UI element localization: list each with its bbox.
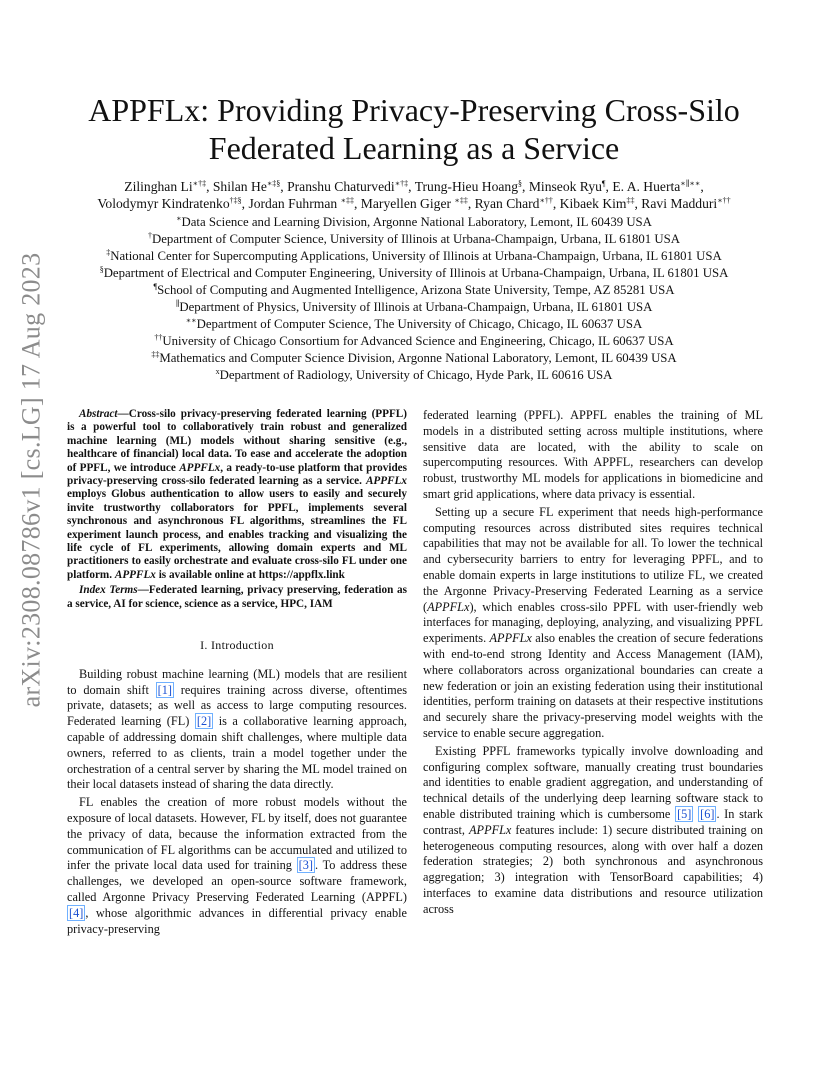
author-affil-mark: ∗†‡ — [192, 179, 207, 188]
author-affil-mark: ¶ — [601, 179, 606, 188]
right-column — [423, 408, 763, 918]
body-text: features include: 1) secure distributed training on heterogeneous computing resources, along with over half a dozen federation strategies; 2) both synchronous and asynchronous aggregation; 3) integration with TensorBoard capabilities; 4) interfaces to examine data distributions and resource utilization across — [423, 822, 763, 916]
author-separator: , — [700, 179, 704, 194]
author-name: , Ryan Chard — [467, 196, 540, 211]
abstract-text: is available online at https://appflx.link — [155, 568, 345, 581]
author-name: , Shilan He — [206, 179, 267, 194]
citation-link[interactable]: [4] — [69, 905, 84, 920]
affiliation-list — [50, 214, 778, 384]
affiliation-line — [50, 333, 778, 350]
citation-link[interactable]: [3] — [298, 858, 314, 873]
affiliation-line — [50, 231, 778, 248]
affiliation-line — [50, 265, 778, 282]
index-terms — [67, 584, 407, 611]
body-text: Existing PPFL frameworks typically involve downloading and configuring complex software, manually creating trust boundaries and identities to enable gradient aggregation, and understanding of technical details of the underlying deep learning software stack to enable distributed training which is cumbersome — [423, 743, 763, 821]
index-terms-text: —Federated learning, privacy preserving, federation as a service, AI for science, science as a service, HPC, IAM — [67, 584, 407, 610]
body-paragraph — [423, 505, 763, 742]
body-text: requires training across diverse, oftentimes private, datasets; as well as access to large computing resources. Federated learning (FL) — [67, 682, 407, 729]
author-name: , Pranshu Chaturvedi — [280, 179, 395, 194]
affiliation-text: Department of Radiology, University of Chicago, Hyde Park, IL 60616 USA — [219, 368, 613, 382]
affiliation-mark: ∗ — [176, 214, 182, 223]
arxiv-watermark — [16, 252, 46, 708]
author-affil-mark: ∗‡‡ — [454, 196, 468, 205]
author-name: , Trung-Hieu Hoang — [408, 179, 519, 194]
author-name: , Maryellen Giger — [354, 196, 455, 211]
body-text: FL enables the creation of more robust models without the exposure of local datasets. However, FL by itself, does not guarantee the privacy of data, because the information extracted from the communication of FL algorithms can be accumulated and utilized to infer the private local data used for training — [67, 795, 407, 873]
affiliation-text: Department of Electrical and Computer Engineering, University of Illinois at Urbana-Champaign, Urbana, IL 61801 USA — [103, 266, 729, 280]
product-name: APPFLx — [427, 599, 470, 614]
affiliation-mark: x — [215, 367, 220, 376]
affiliation-line — [50, 299, 778, 316]
affiliation-mark: † — [148, 231, 152, 240]
affiliation-line — [50, 350, 778, 367]
author-list — [50, 178, 778, 212]
affiliation-line — [50, 248, 778, 265]
author-name: Zilinghan Li — [124, 179, 193, 194]
section-heading: I. Introduction — [200, 638, 274, 653]
affiliation-mark: †† — [154, 333, 163, 342]
left-column — [67, 408, 407, 937]
body-paragraph — [67, 795, 407, 937]
affiliation-text: Department of Computer Science, University of Illinois at Urbana-Champaign, Urbana, IL 61801 USA — [152, 232, 680, 246]
body-paragraph: federated learning (PPFL). APPFL enables the training of ML models in a distributed setting across multiple institutions, where sensitive data are located, with the ability to scale on supercomputing resources. With APPFL, researchers can develop robust, trustworthy ML models for applications in biomedicine and smart grid applications, where data privacy is essential. — [423, 408, 763, 501]
abstract-text: —Cross-silo privacy-preserving federated learning (PPFL) is a powerful tool to collaboratively train robust and generalized machine learning (ML) models without sharing sensitive (e.g., healthcare of financial) local data. To ease and accelerate the adoption of PPFL, we introduce — [67, 408, 407, 474]
abstract-text: employs Globus authentication to allow users to easily and securely invite trustworthy collaborators for PPFL, implements several synchronous and asynchronous FL algorithms, streamlines the FL experiment launch process, and enables tracking and visualizing the life cycle of FL experiments, allowing domain experts and ML practitioners to easily orchestrate and evaluate cross-silo FL under one platform. — [67, 488, 407, 581]
author-affil-mark: ∗†† — [717, 196, 731, 205]
author-affil-mark: †‡§ — [229, 196, 242, 205]
citation-link[interactable]: [1] — [157, 682, 172, 697]
author-name: , Minseok Ryu — [522, 179, 602, 194]
affiliation-text: Mathematics and Computer Science Division, Argonne National Laboratory, Lemont, IL 60439 USA — [159, 351, 677, 365]
author-line-1 — [50, 178, 778, 195]
author-affil-mark: § — [518, 179, 523, 188]
affiliation-text: National Center for Supercomputing Applications, University of Illinois at Urbana-Champaign, Urbana, IL 61801 USA — [110, 249, 722, 263]
body-text: , whose algorithmic advances in differential privacy enable privacy-preserving — [67, 905, 407, 936]
affiliation-mark: ∥ — [175, 299, 180, 308]
affiliation-text: Department of Computer Science, The University of Chicago, Chicago, IL 60637 USA — [196, 317, 643, 331]
product-name: APPFLx — [469, 822, 512, 837]
body-text: Setting up a secure FL experiment that needs high-performance computing resources across distributed sites requires technical capabilities that may not be available for all. To lower the technical and cybersecurity barriers to entry for leveraging PPFL, and to enable domain experts in large institutions to utilize FL, we created the Argonne Privacy-Preserving Federated Learning as a service ( — [423, 504, 763, 614]
affiliation-line — [50, 282, 778, 299]
affiliation-mark: ∗∗ — [185, 316, 197, 325]
author-name: , E. A. Huerta — [605, 179, 681, 194]
author-name: , Kibaek Kim — [552, 196, 627, 211]
body-paragraph — [67, 667, 407, 793]
product-name: APPFLx — [114, 568, 156, 581]
author-affil-mark: ∗†‡ — [394, 179, 409, 188]
index-terms-label: Index Terms — [79, 584, 138, 597]
body-text: also enables the creation of secure federations with end-to-end strong Identity and Access Management (IAM), where collaborators across organizational boundaries can create a new federation or join an existing federation using their institutional identities, perform training on datasets at their respective institutions and securely share the privacy-preserving model weights with the service to enable secure aggregation. — [423, 631, 763, 740]
arxiv-id: arXiv:2308.08786v1 [cs.LG] 17 Aug 2023 — [16, 252, 46, 708]
body-text: is a collaborative learning approach, capable of addressing domain shift challenges, where multiple data owners, referred to as clients, train a model together under the orchestration of a central server by sharing the ML model trained on their local datasets instead of sharing the data directly. — [67, 714, 407, 792]
affiliation-mark: § — [99, 265, 104, 274]
body-text: Building robust machine learning (ML) models that are resilient to domain shift — [67, 666, 407, 697]
affiliation-mark: ¶ — [153, 282, 158, 291]
author-affil-mark: ∗‡‡ — [340, 196, 354, 205]
author-affil-mark: ∗∥∗∗ — [680, 179, 701, 188]
product-name: APPFLx — [489, 631, 532, 646]
abstract-text: , a ready-to-use platform that provides privacy-preserving cross-silo federated learning as a service. — [67, 461, 407, 488]
abstract-label: Abstract — [79, 408, 118, 420]
affiliation-text: School of Computing and Augmented Intelligence, Arizona State University, Tempe, AZ 85281 USA — [157, 283, 675, 297]
body-paragraph — [423, 744, 763, 918]
product-name: APPFLx — [365, 475, 407, 488]
affiliation-line — [50, 367, 778, 384]
body-text: . To address these challenges, we developed an open-source software framework, called Argonne Privacy Preserving Federated Learning (APPFL) — [67, 858, 407, 905]
abstract — [67, 408, 407, 582]
citation-link[interactable]: [6] — [700, 806, 715, 821]
affiliation-line — [50, 316, 778, 333]
body-text: ), which enables cross-silo PPFL with user-friendly web interfaces for managing, deploying, analyzing, and visualizing PPFL experiments. — [423, 599, 763, 646]
author-name: Volodymyr Kindratenko — [97, 196, 230, 211]
product-name: APPFLx — [179, 461, 221, 474]
paper-title: APPFLx: Providing Privacy-Preserving Cross-Silo Federated Learning as a Service — [88, 92, 740, 167]
citation-link[interactable]: [2] — [196, 714, 212, 729]
author-name: , Jordan Fuhrman — [241, 196, 341, 211]
author-name: , Ravi Madduri — [634, 196, 718, 211]
affiliation-line — [50, 214, 778, 231]
body-text: . In stark contrast, — [423, 806, 764, 837]
affiliation-text: Department of Physics, University of Illinois at Urbana-Champaign, Urbana, IL 61801 USA — [179, 300, 653, 314]
affiliation-text: University of Chicago Consortium for Advanced Science and Engineering, Chicago, IL 60637 USA — [162, 334, 674, 348]
affiliation-mark: ‡‡ — [151, 350, 160, 359]
author-affil-mark: ‡‡ — [626, 196, 635, 205]
author-line-2 — [50, 195, 778, 212]
affiliation-text: Data Science and Learning Division, Argonne National Laboratory, Lemont, IL 60439 USA — [181, 215, 652, 229]
author-affil-mark: ∗†† — [539, 196, 553, 205]
affiliation-mark: ‡ — [106, 248, 111, 257]
author-affil-mark: ∗‡§ — [266, 179, 281, 188]
citation-link[interactable]: [5] — [677, 806, 692, 821]
